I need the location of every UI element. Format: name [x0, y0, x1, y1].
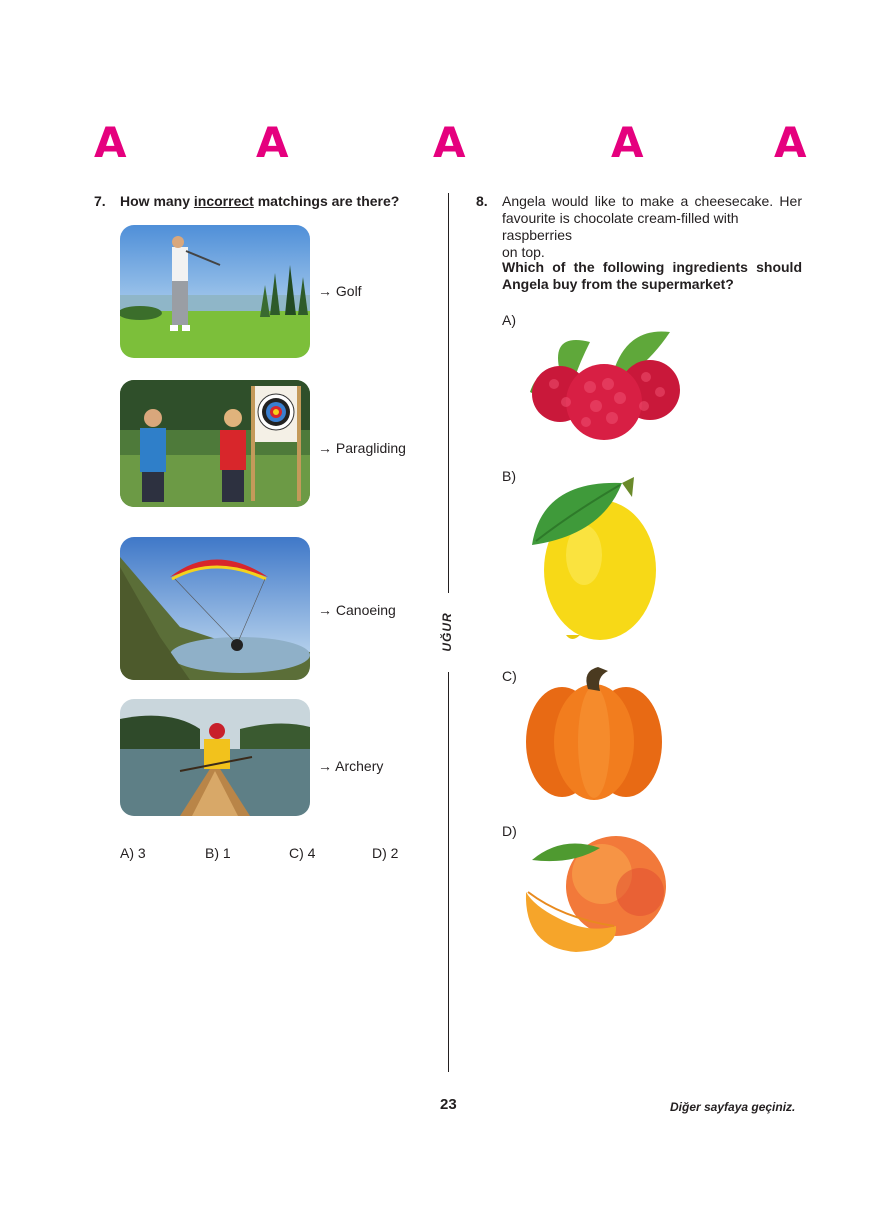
canoeing-photo	[120, 699, 310, 816]
booklet-letter: A	[611, 118, 644, 167]
option-a-label[interactable]: A)	[502, 312, 516, 328]
next-page-note: Diğer sayfaya geçiniz.	[670, 1100, 796, 1114]
peach-image[interactable]	[522, 830, 668, 955]
question-7-text-part: How many	[120, 193, 194, 209]
paragliding-photo	[120, 537, 310, 680]
answer-option-b[interactable]: B) 1	[205, 845, 231, 861]
question-7-text	[120, 193, 399, 210]
column-divider	[448, 193, 449, 593]
option-c-label[interactable]: C)	[502, 668, 517, 684]
page-number: 23	[440, 1096, 457, 1113]
question-8-question	[502, 259, 802, 293]
brand-text: UĞUR	[440, 612, 455, 652]
archery-photo	[120, 380, 310, 507]
question-8-question-line: Which of the following ingredients should	[502, 259, 802, 275]
golfer-photo	[120, 225, 310, 358]
answer-option-d[interactable]: D) 2	[372, 845, 399, 861]
question-7-underlined-word: incorrect	[193, 193, 254, 209]
lemon-image[interactable]	[522, 475, 662, 643]
column-divider	[448, 672, 449, 1072]
answer-option-a[interactable]: A) 3	[120, 845, 146, 861]
brand-logo	[436, 612, 460, 652]
match-label: → Archery	[318, 758, 384, 774]
match-label: → Golf	[318, 283, 362, 299]
raspberry-image[interactable]	[520, 322, 690, 444]
question-8-stem	[502, 193, 802, 261]
question-8-number: 8.	[476, 193, 488, 209]
match-label: → Canoeing	[318, 602, 396, 618]
booklet-letter: A	[256, 118, 289, 167]
booklet-letter: A	[774, 118, 807, 167]
question-7-text-part: matchings are there?	[253, 193, 400, 209]
question-8-stem-line: favourite is chocolate cream-filled with raspberries	[502, 210, 739, 243]
booklet-letter: A	[94, 118, 127, 167]
question-7-number: 7.	[94, 193, 106, 209]
option-d-label[interactable]: D)	[502, 823, 517, 839]
question-8-question-line: Angela buy from the supermarket?	[502, 276, 734, 292]
question-8-stem-line: on top.	[502, 244, 545, 260]
booklet-letter: A	[433, 118, 466, 167]
pumpkin-image[interactable]	[522, 667, 666, 800]
match-label: → Paragliding	[318, 440, 406, 456]
option-b-label[interactable]: B)	[502, 468, 516, 484]
question-8-stem-line: Angela would like to make a cheesecake. Her	[502, 193, 802, 209]
answer-option-c[interactable]: C) 4	[289, 845, 316, 861]
